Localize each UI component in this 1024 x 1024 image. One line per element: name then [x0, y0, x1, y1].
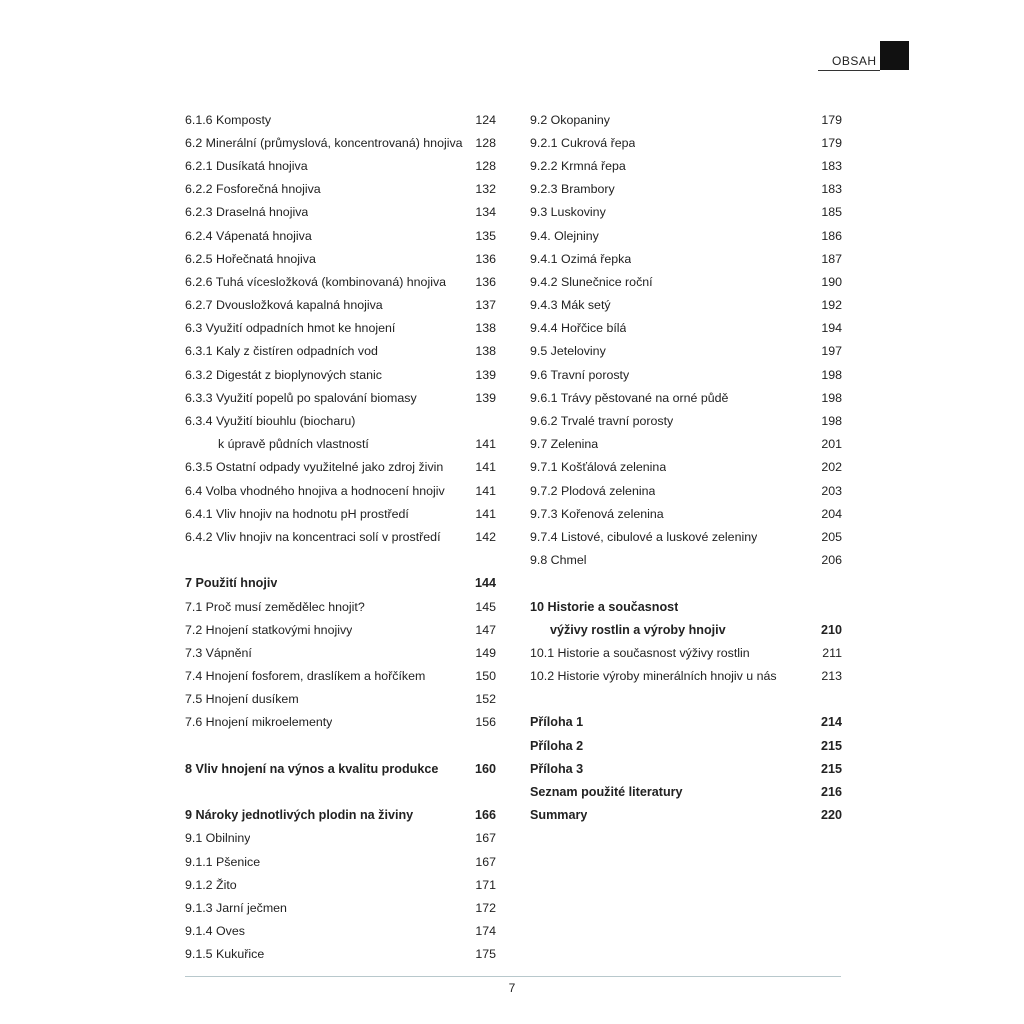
- toc-entry[interactable]: 9.5 Jeteloviny 197: [530, 344, 842, 359]
- toc-entry[interactable]: 10.2 Historie výroby minerálních hnojiv u nás 213: [530, 669, 842, 684]
- toc-entry[interactable]: 6.2.5 Hořečnatá hnojiva 136: [185, 251, 496, 266]
- toc-entry[interactable]: 9.7.4 Listové, cibulové a luskové zeleniny 205: [530, 529, 842, 544]
- toc-entry[interactable]: 6.1.6 Komposty 124: [185, 112, 496, 127]
- toc-chapter[interactable]: 9 Nároky jednotlivých plodin na živiny 166: [185, 808, 496, 823]
- toc-entry[interactable]: 9.2.3 Brambory 183: [530, 182, 842, 197]
- toc-entry[interactable]: 9.4.1 Ozimá řepka 187: [530, 251, 842, 266]
- toc-chapter[interactable]: Seznam použité literatury 216: [530, 785, 842, 800]
- toc-chapter[interactable]: 7 Použití hnojiv 144: [185, 576, 496, 591]
- toc-entry[interactable]: 7.4 Hnojení fosforem, draslíkem a hořčíkem 150: [185, 669, 496, 684]
- toc-entry[interactable]: 9.1.4 Oves 174: [185, 924, 496, 939]
- toc-chapter[interactable]: 8 Vliv hnojení na výnos a kvalitu produkce 160: [185, 761, 496, 776]
- toc-entry[interactable]: 9.1.5 Kukuřice 175: [185, 947, 496, 962]
- toc-entry[interactable]: 9.1 Obilniny 167: [185, 831, 496, 846]
- toc-entry[interactable]: 6.3 Využití odpadních hmot ke hnojení 138: [185, 321, 496, 336]
- toc-entry[interactable]: 9.2.1 Cukrová řepa 179: [530, 135, 842, 150]
- footer-rule: [185, 976, 841, 977]
- toc-entry[interactable]: 9.7.3 Kořenová zelenina 204: [530, 506, 842, 521]
- toc-entry[interactable]: 9.4.3 Mák setý 192: [530, 298, 842, 313]
- toc-entry[interactable]: 9.7.2 Plodová zelenina 203: [530, 483, 842, 498]
- toc-entry[interactable]: 9.2.2 Krmná řepa 183: [530, 158, 842, 173]
- toc-right-column: [530, 108, 842, 827]
- toc-entry[interactable]: 6.2.4 Vápenatá hnojiva 135: [185, 228, 496, 243]
- toc-entry[interactable]: 9.8 Chmel 206: [530, 553, 842, 568]
- toc-left-column: [185, 108, 496, 966]
- header-rule: [818, 70, 880, 71]
- toc-entry[interactable]: 9.4. Olejniny 186: [530, 228, 842, 243]
- toc-entry[interactable]: 9.3 Luskoviny 185: [530, 205, 842, 220]
- toc-chapter[interactable]: Příloha 2 215: [530, 738, 842, 753]
- toc-entry[interactable]: 6.2.1 Dusíkatá hnojiva 128: [185, 158, 496, 173]
- toc-entry[interactable]: 7.5 Hnojení dusíkem 152: [185, 692, 496, 707]
- header-block: [880, 41, 909, 70]
- toc-entry[interactable]: 6.3.3 Využití popelů po spalování biomasy 139: [185, 390, 496, 405]
- toc-entry[interactable]: 6.3.4 Využití biouhlu (biocharu): [185, 414, 356, 429]
- toc-entry[interactable]: 6.3.5 Ostatní odpady využitelné jako zdroj živin 141: [185, 460, 496, 475]
- section-gap: [185, 780, 496, 803]
- toc-entry[interactable]: 9.1.3 Jarní ječmen 172: [185, 900, 496, 915]
- section-gap: [185, 549, 496, 572]
- toc-chapter-continuation[interactable]: výživy rostlin a výroby hnojiv 210: [550, 622, 842, 637]
- section-gap: [530, 572, 842, 595]
- toc-entry[interactable]: 6.4 Volba vhodného hnojiva a hodnocení hnojiv 141: [185, 483, 496, 498]
- toc-entry[interactable]: 6.3.2 Digestát z bioplynových stanic 139: [185, 367, 496, 382]
- toc-entry[interactable]: 7.1 Proč musí zemědělec hnojit? 145: [185, 599, 496, 614]
- section-gap: [530, 688, 842, 711]
- toc-entry[interactable]: 9.7.1 Košťálová zelenina 202: [530, 460, 842, 475]
- toc-entry[interactable]: 7.2 Hnojení statkovými hnojivy 147: [185, 622, 496, 637]
- toc-entry[interactable]: 9.6 Travní porosty 198: [530, 367, 842, 382]
- toc-entry[interactable]: 9.1.1 Pšenice 167: [185, 854, 496, 869]
- toc-entry[interactable]: 6.2.6 Tuhá vícesložková (kombinovaná) hnojiva 136: [185, 274, 496, 289]
- header-label: OBSAH: [832, 54, 877, 68]
- toc-entry[interactable]: 9.4.2 Slunečnice roční 190: [530, 274, 842, 289]
- toc-entry[interactable]: 6.2 Minerální (průmyslová, koncentrovaná) hnojiva 128: [185, 135, 496, 150]
- toc-entry[interactable]: 9.4.4 Hořčice bílá 194: [530, 321, 842, 336]
- toc-entry[interactable]: 9.6.1 Trávy pěstované na orné půdě 198: [530, 390, 842, 405]
- toc-entry[interactable]: 9.1.2 Žito 171: [185, 877, 496, 892]
- toc-entry[interactable]: 6.4.2 Vliv hnojiv na koncentraci solí v prostředí 142: [185, 529, 496, 544]
- toc-chapter[interactable]: Příloha 1 214: [530, 715, 842, 730]
- toc-entry[interactable]: 9.6.2 Trvalé travní porosty 198: [530, 414, 842, 429]
- toc-entry[interactable]: 6.2.2 Fosforečná hnojiva 132: [185, 182, 496, 197]
- toc-entry[interactable]: 6.4.1 Vliv hnojiv na hodnotu pH prostředí 141: [185, 506, 496, 521]
- toc-chapter[interactable]: Summary 220: [530, 808, 842, 823]
- toc-entry[interactable]: 7.6 Hnojení mikroelementy 156: [185, 715, 496, 730]
- section-gap: [185, 734, 496, 757]
- toc-chapter[interactable]: Příloha 3 215: [530, 761, 842, 776]
- page-number: 7: [508, 981, 516, 995]
- toc-chapter[interactable]: 10 Historie a současnost: [530, 599, 679, 614]
- toc-entry[interactable]: 10.1 Historie a současnost výživy rostlin 211: [530, 645, 842, 660]
- toc-entry[interactable]: 7.3 Vápnění 149: [185, 645, 496, 660]
- toc-entry[interactable]: 6.2.7 Dvousložková kapalná hnojiva 137: [185, 298, 496, 313]
- toc-entry-continuation[interactable]: k úpravě půdních vlastností 141: [218, 437, 496, 452]
- toc-entry[interactable]: 6.2.3 Draselná hnojiva 134: [185, 205, 496, 220]
- toc-entry[interactable]: 9.7 Zelenina 201: [530, 437, 842, 452]
- toc-entry[interactable]: 6.3.1 Kaly z čistíren odpadních vod 138: [185, 344, 496, 359]
- toc-entry[interactable]: 9.2 Okopaniny 179: [530, 112, 842, 127]
